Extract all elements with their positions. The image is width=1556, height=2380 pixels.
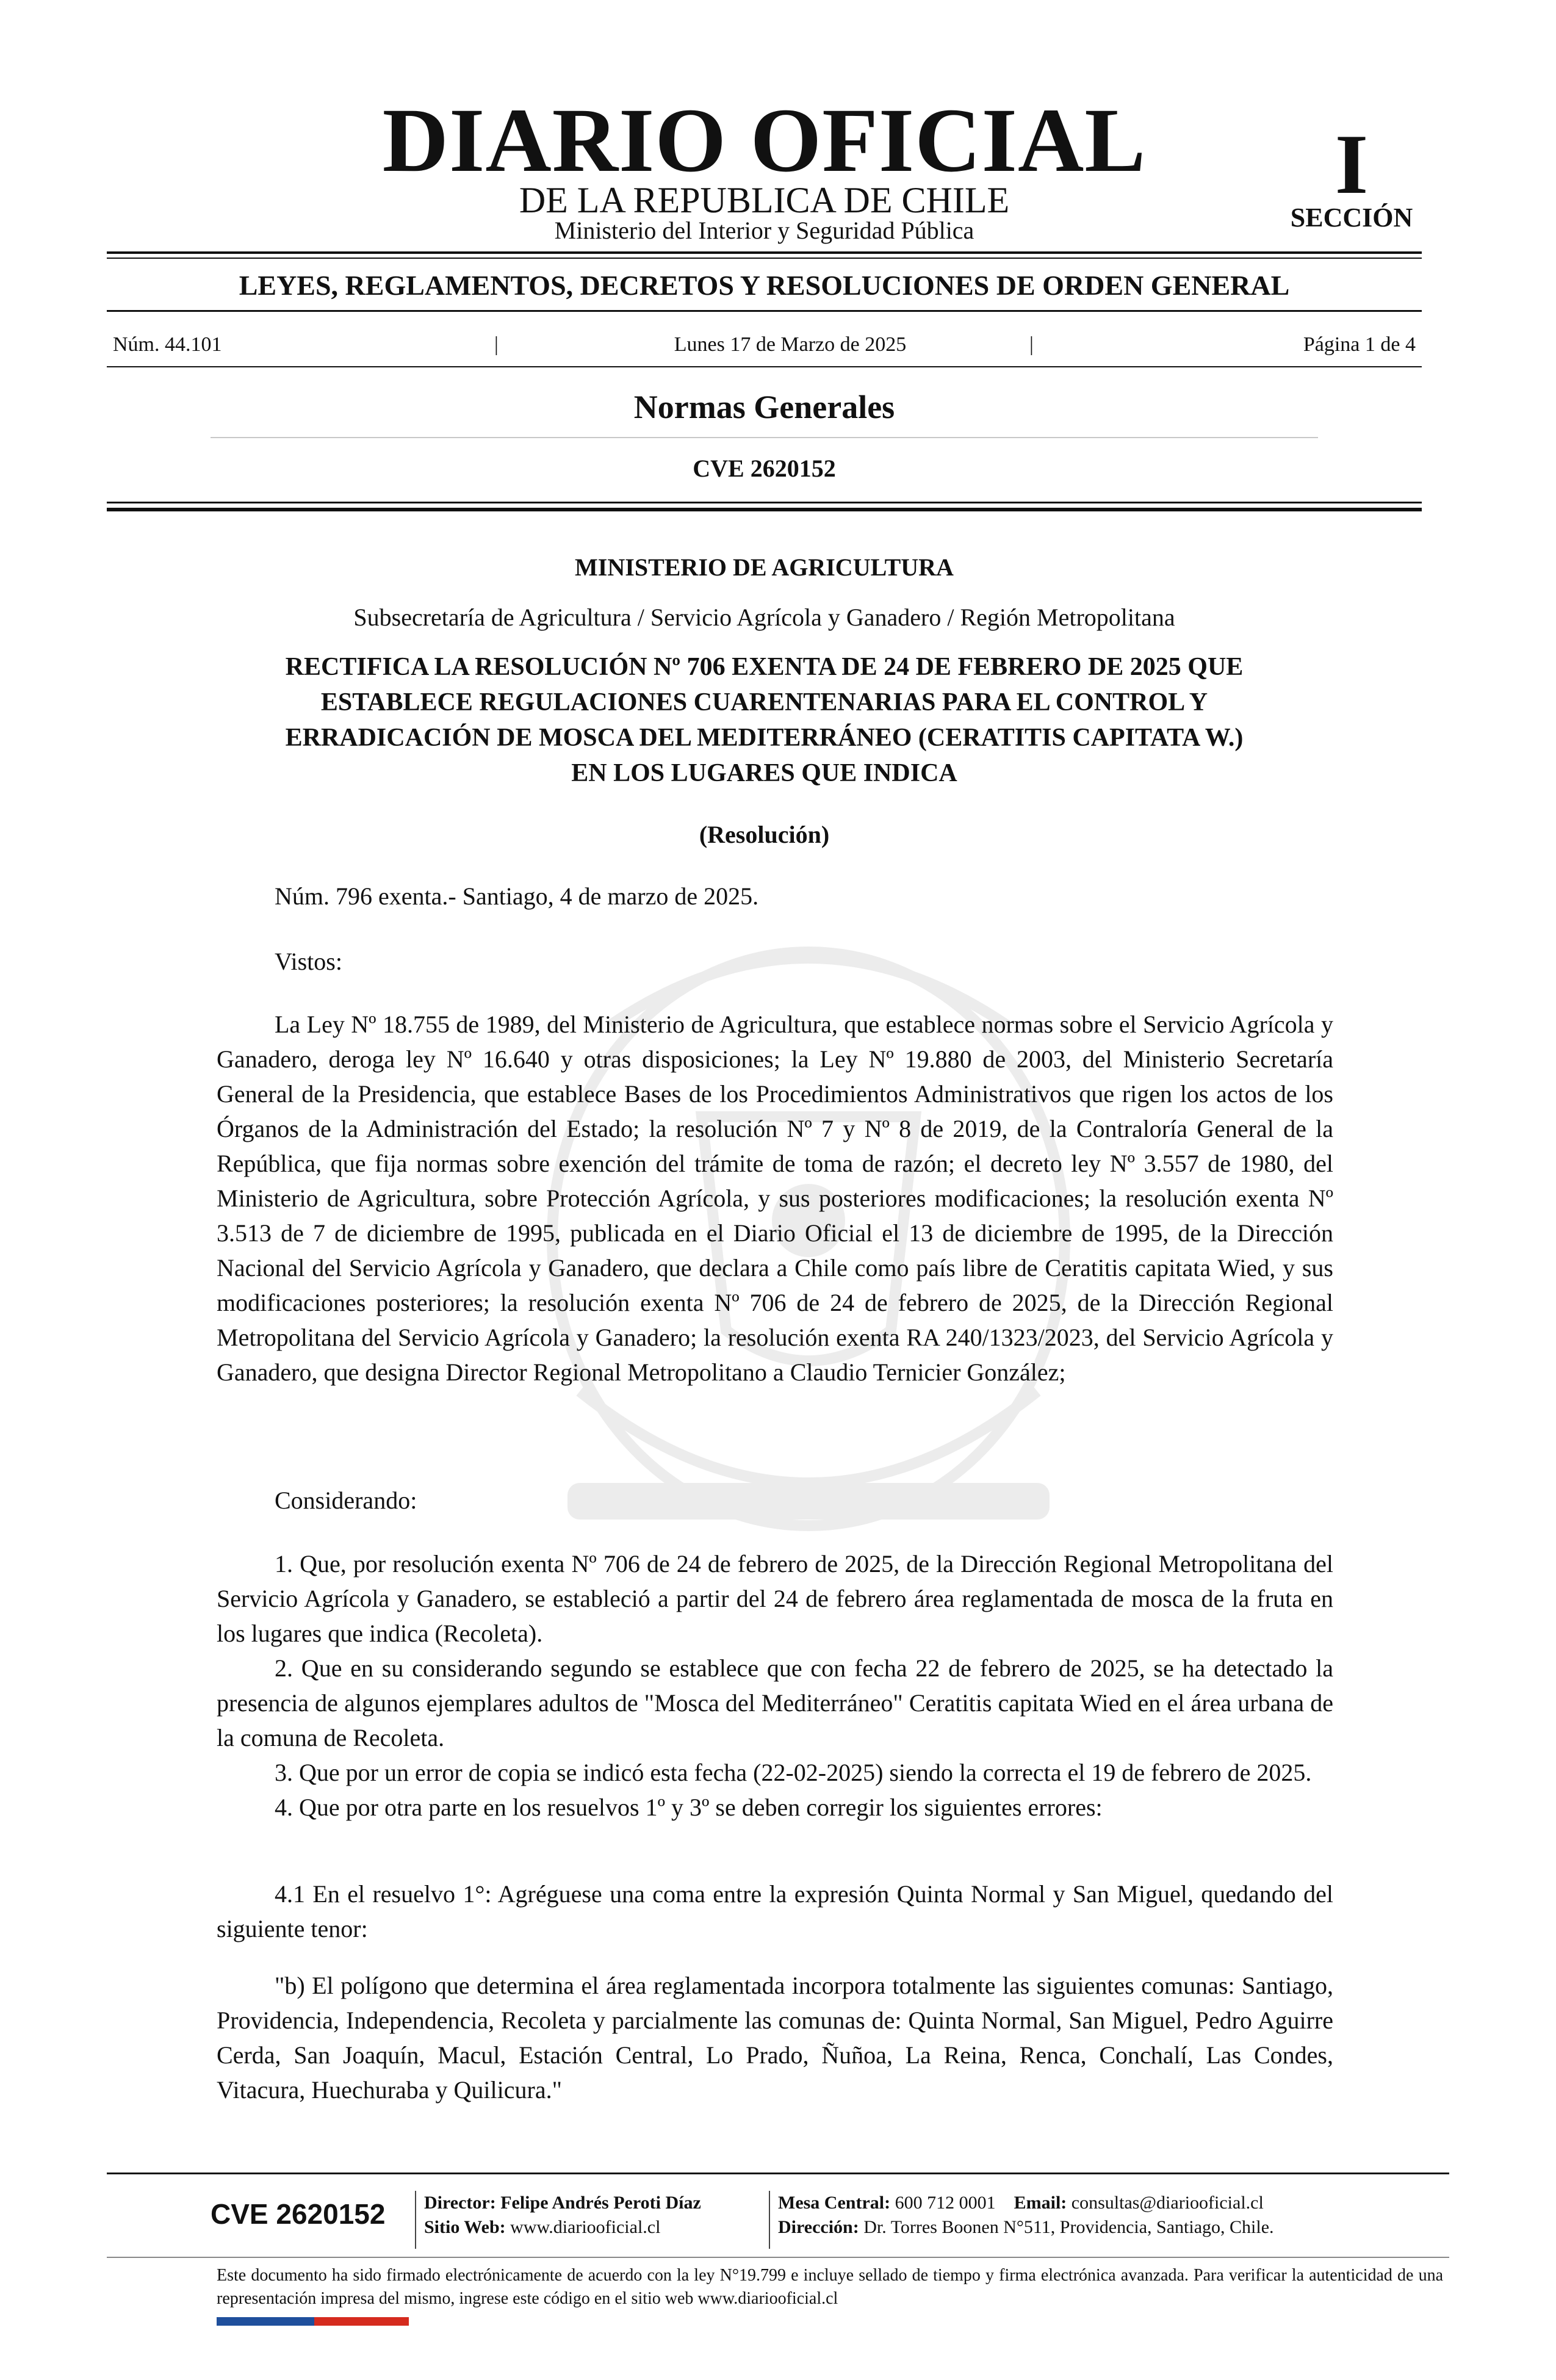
considerando-label: Considerando: <box>275 1487 417 1514</box>
cve-rule-bottom <box>107 508 1422 511</box>
newspaper-title: DIARIO OFICIAL <box>382 90 1147 191</box>
section-label: SECCIÓN <box>1290 203 1413 233</box>
vistos-paragraph <box>217 1007 1333 1390</box>
footer-divider <box>769 2191 770 2249</box>
considerando-item: 1. Que, por resolución exenta Nº 706 de 24 de febrero de 2025, de la Dirección Regional Metropolitana del Servicio Agrícola y Ganadero, se estableció a partir del 24 de febrero área reglamentada de mosca de la fruta en los lugares que indica (Recoleta). <box>217 1550 1333 1647</box>
director-label: Director: <box>424 2193 496 2213</box>
website-link[interactable]: www.diariooficial.cl <box>510 2217 661 2237</box>
quoted-paragraph <box>217 1968 1333 2107</box>
cve-code: CVE 2620152 <box>693 455 836 482</box>
masthead <box>107 92 1422 244</box>
quoted-text: "b) El polígono que determina el área reglamentada incorpora totalmente las siguientes comunas: Santiago, Providencia, Independencia, Recoleta y parcialmente las comunas de: Quinta Normal, San Miguel, Pedro Aguirre Cerda, San Joaquín, Macul, Estación Central, Lo Prado, Ñuñoa, La Reina, Renca, Conchalí, Las Condes, Vitacura, Huechuraba y Quilicura." <box>217 1972 1333 2104</box>
issue-info-row <box>107 330 1422 360</box>
website-label: Sitio Web: <box>424 2217 506 2237</box>
resolution-kind: (Resolución) <box>699 821 830 848</box>
email-label: Email: <box>1014 2193 1067 2213</box>
newspaper-subtitle: DE LA REPUBLICA DE CHILE <box>519 180 1010 220</box>
footer-contact-column <box>778 2191 1274 2240</box>
phone-label: Mesa Central: <box>778 2193 891 2213</box>
flag-stripe-blue <box>217 2317 314 2326</box>
footer-cve: CVE 2620152 <box>211 2198 386 2230</box>
legal-notice: Este documento ha sido firmado electrónicamente de acuerdo con la ley N°19.799 e incluye sellado de tiempo y firma electrónica avanzada. Para verificar la autenticidad de una representación impresa del mismo, ingrese este código en el sitio web www.diariooficial.cl <box>217 2266 1443 2308</box>
resolution-title <box>217 649 1312 791</box>
band-title: LEYES, REGLAMENTOS, DECRETOS Y RESOLUCIONES DE ORDEN GENERAL <box>239 270 1290 301</box>
masthead-rule-bottom <box>107 258 1422 259</box>
resolution-title-line: EN LOS LUGARES QUE INDICA <box>571 759 957 787</box>
resolution-title-line: ESTABLECE REGULACIONES CUARENTENARIAS PARA EL CONTROL Y <box>320 688 1208 716</box>
vistos-label: Vistos: <box>275 948 342 975</box>
resolution-title-line: RECTIFICA LA RESOLUCIÓN Nº 706 EXENTA DE 24 DE FEBRERO DE 2025 QUE <box>285 653 1244 681</box>
flag-stripe-red <box>314 2317 409 2326</box>
considerando-item: 2. Que en su considerando segundo se establece que con fecha 22 de febrero de 2025, se ha detectado la presencia de algunos ejemplares adultos de "Mosca del Mediterráneo" Ceratitis capitata Wied en el área urbana de la comuna de Recoleta. <box>217 1654 1333 1751</box>
issue-separator: | <box>1029 333 1034 356</box>
section-roman: I <box>1334 117 1369 212</box>
footer-director-column <box>424 2191 701 2240</box>
address-label: Dirección: <box>778 2217 859 2237</box>
phone-number: 600 712 0001 <box>895 2193 996 2213</box>
cve-rule-top <box>107 502 1422 503</box>
issuing-ministry: MINISTERIO DE AGRICULTURA <box>575 554 954 581</box>
masthead-rule-top <box>107 251 1422 254</box>
issue-number: Núm. 44.101 <box>113 333 222 356</box>
address-text: Dr. Torres Boonen N°511, Providencia, Santiago, Chile. <box>863 2217 1274 2237</box>
issue-separator: | <box>494 333 499 356</box>
page-number: Página 1 de 4 <box>1303 333 1416 356</box>
section-mark <box>1281 117 1422 233</box>
footer-divider <box>415 2191 416 2249</box>
resolution-title-line: ERRADICACIÓN DE MOSCA DEL MEDITERRÁNEO (CERATITIS CAPITATA W.) <box>285 724 1244 752</box>
resolution-number-line: Núm. 796 exenta.- Santiago, 4 de marzo de 2025. <box>275 882 759 910</box>
issue-rule <box>107 366 1422 367</box>
considerando-item: 4. Que por otra parte en los resuelvos 1º y 3º se deben corregir los siguientes errores: <box>275 1794 1103 1821</box>
vistos-text: La Ley Nº 18.755 de 1989, del Ministerio de Agricultura, que establece normas sobre el Servicio Agrícola y Ganadero, deroga ley Nº 16.640 y otras disposiciones; la Ley Nº 19.880 de 2003, del Ministerio Secretaría General de la Presidencia, que establece Bases de los Procedimientos Administrativos que rigen los actos de los Órganos de la Administración del Estado; la resolución Nº 7 y Nº 8 de 2019, de la Contraloría General de la República, que fija normas sobre exención del trámite de toma de razón; el decreto ley Nº 3.557 de 1980, del Ministerio de Agricultura, sobre Protección Agrícola, y sus posteriores modificaciones; la resolución exenta Nº 3.513 de 7 de diciembre de 1995, publicada en el Diario Oficial el 13 de diciembre de 1995, de la Dirección Nacional del Servicio Agrícola y Ganadero, que declara a Chile como país libre de Ceratitis capitata Wied, y sus modificaciones posteriores; la resolución exenta Nº 706 de 24 de febrero de 2025, de la Dirección Regional Metropolitana del Servicio Agrícola y Ganadero; la resolución exenta RA 240/1323/2023, del Servicio Agrícola y Ganadero, que designa Director Regional Metropolitano a Claudio Ternicier González; <box>217 1011 1333 1386</box>
page-footer <box>107 2173 1449 2331</box>
issuing-service: Subsecretaría de Agricultura / Servicio Agrícola y Ganadero / Región Metropolitana <box>353 604 1175 631</box>
director-name: Felipe Andrés Peroti Díaz <box>500 2193 701 2213</box>
considerando-list <box>217 1546 1333 1825</box>
section-heading: Normas Generales <box>633 389 895 425</box>
footer-rule <box>107 2173 1449 2174</box>
issue-date: Lunes 17 de Marzo de 2025 <box>674 333 907 356</box>
item-4-1-text: 4.1 En el resuelvo 1°: Agréguese una coma entre la expresión Quinta Normal y San Miguel, quedando del siguiente tenor: <box>217 1880 1333 1942</box>
heading-divider <box>211 437 1318 438</box>
item-4-1-paragraph <box>217 1877 1333 1946</box>
email-link[interactable]: consultas@diariooficial.cl <box>1071 2193 1264 2213</box>
band-rule <box>107 310 1422 312</box>
considerando-item: 3. Que por un error de copia se indicó esta fecha (22-02-2025) siendo la correcta el 19 de febrero de 2025. <box>275 1759 1312 1786</box>
newspaper-ministry: Ministerio del Interior y Seguridad Pública <box>554 217 974 244</box>
footer-inner-rule <box>107 2257 1449 2258</box>
